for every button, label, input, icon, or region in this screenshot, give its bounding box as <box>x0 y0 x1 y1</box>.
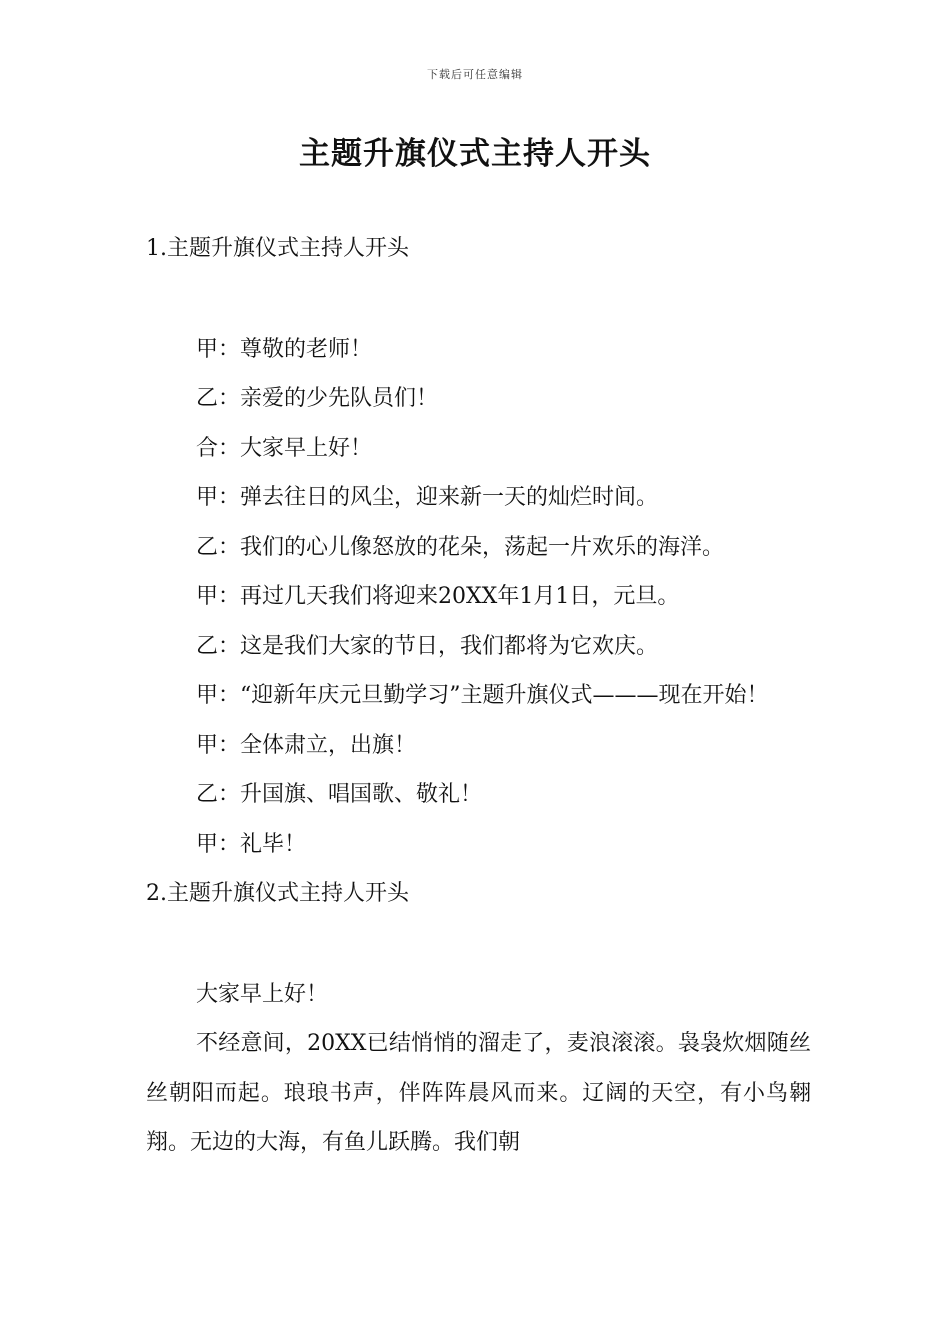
dialogue-line: 乙：升国旗、唱国歌、敬礼！ <box>196 782 483 807</box>
dialogue-line: 甲：礼毕！ <box>196 831 307 857</box>
document-body <box>146 224 811 1168</box>
body-paragraph: 不经意间，20XX已结悄悄的溜走了，麦浪滚滚。袅袅炊烟随丝丝朝阳而起。琅琅书声，伴阵阵晨风而来。辽阔的天空，有小鸟翱翔。无边的大海，有鱼儿跃腾。我们朝 <box>146 1031 811 1155</box>
dialogue-line-wrapped: 甲：“迎新年庆元旦勤学习”主题升旗仪式———现在开始！ <box>196 683 769 708</box>
dialogue-line: 合：大家早上好！ <box>196 435 373 461</box>
blank-gap <box>146 274 811 325</box>
document-title: 主题升旗仪式主持人开头 <box>299 136 651 172</box>
blank-gap <box>146 919 811 970</box>
dialogue-line: 甲：全体肃立，出旗！ <box>196 732 417 758</box>
section-2-heading: 2.主题升旗仪式主持人开头 <box>146 881 409 906</box>
dialogue-line: 乙：亲爱的少先队员们！ <box>196 386 439 411</box>
dialogue-line: 甲：再过几天我们将迎来20XX年1月1日，元旦。 <box>196 584 680 609</box>
section-1-heading: 1.主题升旗仪式主持人开头 <box>146 236 409 261</box>
dialogue-line: 乙：这是我们大家的节日，我们都将为它欢庆。 <box>196 633 659 659</box>
header-note: 下载后可任意编辑 <box>427 68 523 81</box>
dialogue-line: 乙：我们的心儿像怒放的花朵，荡起一片欢乐的海洋。 <box>196 534 725 560</box>
dialogue-line: 甲：弹去往日的风尘，迎来新一天的灿烂时间。 <box>196 485 659 510</box>
greeting-line: 大家早上好！ <box>196 981 329 1007</box>
dialogue-line: 甲：尊敬的老师！ <box>196 336 373 362</box>
